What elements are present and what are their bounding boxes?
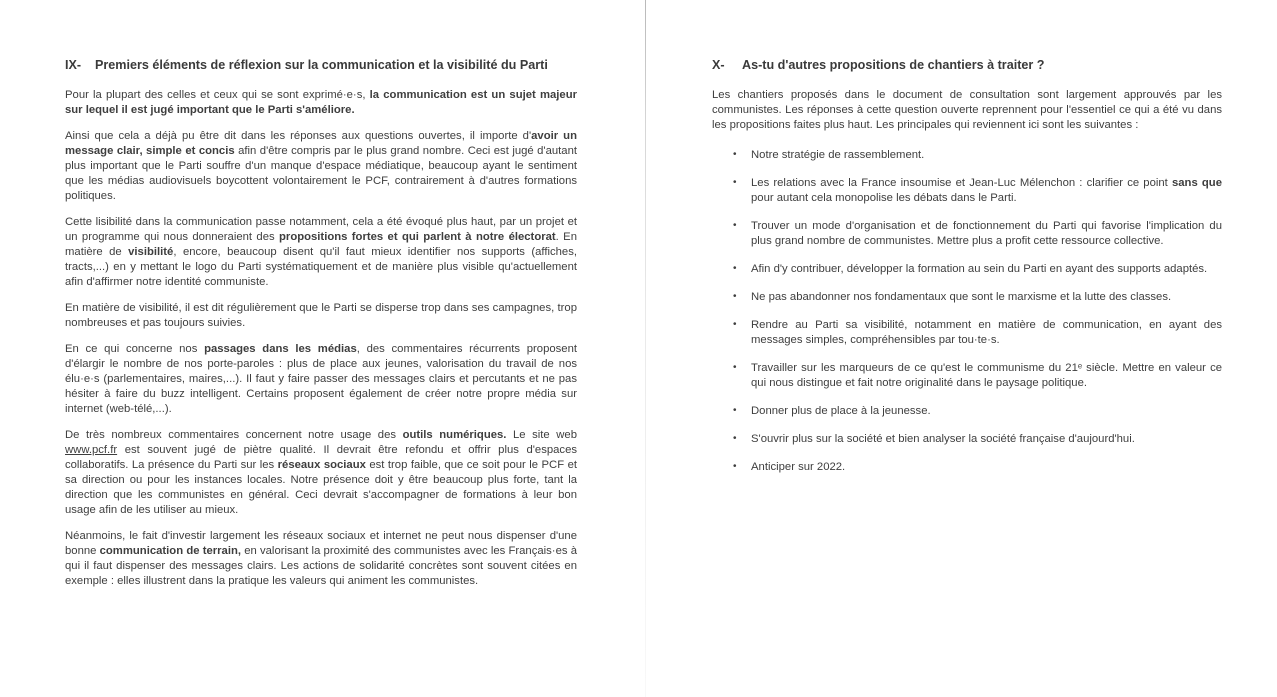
section-number: X- bbox=[712, 58, 725, 72]
list-item bbox=[712, 404, 1222, 419]
text-run: En matière de visibilité, il est dit régulièrement que le Parti se disperse trop dans ses campagnes, trop nombreuses et pas toujours suivies. bbox=[65, 302, 577, 329]
section-number: IX- bbox=[65, 58, 82, 72]
paragraph-outils-numeriques bbox=[65, 428, 577, 518]
text-run: Cette lisibilité dans la communication passe notamment, cela a été évoqué plus haut, par un projet et un programme qui nous donneraient des bbox=[65, 216, 577, 243]
page-left bbox=[0, 0, 645, 600]
text-run: Le site web bbox=[506, 429, 577, 441]
text-run: afin d'être compris par le plus grand nombre. Ceci est jugé d'autant plus important que le Parti souffre d'un manque d'espace médiatique, beaucoup ayant le sentiment que les médias audiovisuels boycottent volontairement le PCF, contrairement à d'autres formations politiques. bbox=[65, 145, 577, 202]
text-run: Pour la plupart des celles et ceux qui se sont exprimé·e·s, bbox=[65, 89, 370, 101]
list-item bbox=[712, 176, 1222, 206]
text-run: , encore, beaucoup disent qu'il faut mieux identifier nos supports (affiches, tracts,...) en y mettant le logo du Parti systématiquement et de manière plus visible qu'actuellement afin d'affirmer notre identité communiste. bbox=[65, 246, 578, 288]
list-item bbox=[712, 460, 1222, 475]
pcf-link[interactable]: www.pcf.fr bbox=[65, 444, 118, 456]
bullet-icon: • bbox=[733, 263, 737, 274]
text-run: Afin d'y contribuer, développer la formation au sein du Parti en ayant des supports adaptés. bbox=[751, 263, 1208, 275]
left-page-body bbox=[65, 88, 577, 589]
paragraph-lisibilite bbox=[65, 215, 577, 290]
paragraph-communication-subject bbox=[65, 88, 577, 118]
bullet-icon: • bbox=[733, 362, 737, 373]
right-page-body bbox=[712, 88, 1222, 475]
text-run: la communication est un sujet majeur sur lequel il est jugé important que le Parti s'améliore. bbox=[65, 89, 578, 116]
bullet-icon: • bbox=[733, 319, 737, 330]
text-run: . En matière de bbox=[65, 231, 577, 258]
section-title: As-tu d'autres propositions de chantiers à traiter ? bbox=[742, 58, 1045, 72]
text-run: Anticiper sur 2022. bbox=[751, 461, 846, 473]
paragraph-visibilite-campagnes bbox=[65, 301, 577, 331]
text-run: est trop faible, que ce soit pour le PCF et sa direction ou pour les instances locales. Notre présence doit y être beaucoup plus forte, tant la direction que les communistes en général. Ceci devrait s'accompagner de formations à leur bon usage afin de les utiliser au mieux. bbox=[65, 459, 577, 516]
text-run: Rendre au Parti sa visibilité, notamment en matière de communication, en ayant des messages simples, compréhensibles par tou·te·s. bbox=[751, 319, 1222, 346]
list-item bbox=[712, 290, 1222, 305]
text-run: Néanmoins, le fait d'investir largement les réseaux sociaux et internet ne peut nous dispenser d'une bonne bbox=[65, 530, 577, 557]
text-run: visibilité bbox=[128, 246, 174, 258]
paragraph-clear-message bbox=[65, 129, 577, 204]
text-run: Trouver un mode d'organisation et de fonctionnement du Parti qui favorise l'implication du plus grand nombre de communistes. Mettre plus a profit cette ressource collective. bbox=[751, 220, 1222, 247]
text-run: propositions fortes et qui parlent à notre électorat bbox=[279, 231, 556, 243]
list-item bbox=[712, 262, 1222, 277]
text-run: Ne pas abandonner nos fondamentaux que sont le marxisme et la lutte des classes. bbox=[751, 291, 1172, 303]
text-run: Notre stratégie de rassemblement. bbox=[751, 149, 925, 161]
bullet-icon: • bbox=[733, 291, 737, 302]
page-right bbox=[646, 0, 1277, 488]
list-item bbox=[712, 361, 1222, 391]
section-heading-ix bbox=[65, 57, 577, 73]
list-item bbox=[712, 432, 1222, 447]
bullet-icon: • bbox=[733, 405, 737, 416]
bullet-icon: • bbox=[733, 433, 737, 444]
bullet-icon: • bbox=[733, 461, 737, 472]
list-item bbox=[712, 148, 1222, 163]
text-run: De très nombreux commentaires concernent notre usage des bbox=[65, 429, 403, 441]
list-item bbox=[712, 318, 1222, 348]
paragraph-communication-terrain bbox=[65, 529, 577, 589]
proposals-bullet-list bbox=[712, 148, 1222, 475]
text-run: Travailler sur les marqueurs de ce qu'est le communisme du 21ᵉ siècle. Mettre en valeur ce qui nous distingue et fait notre originalité dans le paysage politique. bbox=[751, 362, 1222, 389]
text-run: pour autant cela monopolise les débats dans le Parti. bbox=[751, 192, 1017, 204]
text-run: communication de terrain, bbox=[99, 545, 242, 557]
section-heading-x bbox=[712, 57, 1222, 73]
bullet-icon: • bbox=[733, 177, 737, 188]
text-run: est souvent jugé de piètre qualité. Il devrait être refondu et offrir plus d'espaces collaboratifs. La présence du Parti sur les bbox=[65, 444, 577, 471]
text-run: S'ouvrir plus sur la société et bien analyser la société française d'aujourd'hui. bbox=[751, 433, 1135, 445]
text-run: avoir un message clair, simple et concis bbox=[65, 130, 577, 157]
text-run: en valorisant la proximité des communistes avec les Français·es à qui il faut dispenser des messages clairs. Les actions de solidarité concrètes sont souvent citées en exemple : elles illustrent dans la pratique les valeurs qui animent les communistes. bbox=[65, 545, 577, 587]
text-run: outils numériques. bbox=[402, 429, 507, 441]
text-run: Donner plus de place à la jeunesse. bbox=[751, 405, 931, 417]
paragraph-passages-medias bbox=[65, 342, 577, 417]
text-run: sans que bbox=[1171, 177, 1222, 189]
list-item bbox=[712, 219, 1222, 249]
text-run: En ce qui concerne nos bbox=[65, 343, 205, 355]
text-run: , des commentaires récurrents proposent d'élargir le nombre de nos porte-paroles : plus de place aux jeunes, valorisation du travail de nos élu·e·s (parlementaires, maires,...). Il faut y faire passer des messages clairs et percutants et ne pas hésiter à faire du buzz intelligent. Certains proposent également de créer notre propre média sur internet (web-télé,...). bbox=[65, 343, 577, 415]
text-run: passages dans les médias bbox=[204, 343, 357, 355]
text-run: réseaux sociaux bbox=[277, 459, 366, 471]
text-run: Les relations avec la France insoumise et Jean-Luc Mélenchon : clarifier ce point bbox=[751, 177, 1172, 189]
bullet-icon: • bbox=[733, 220, 737, 231]
paragraph-chantiers-intro: Les chantiers proposés dans le document de consultation sont largement approuvés par les communistes. Les réponses à cette question ouverte reprennent pour l'essentiel ce qui a été vu dans les propositions faites plus haut. Les principales qui reviennent ici sont les suivantes : bbox=[712, 89, 1222, 131]
section-title: Premiers éléments de réflexion sur la communication et la visibilité du Parti bbox=[95, 58, 548, 72]
bullet-icon: • bbox=[733, 149, 737, 160]
text-run: Ainsi que cela a déjà pu être dit dans les réponses aux questions ouvertes, il importe d' bbox=[65, 130, 532, 142]
